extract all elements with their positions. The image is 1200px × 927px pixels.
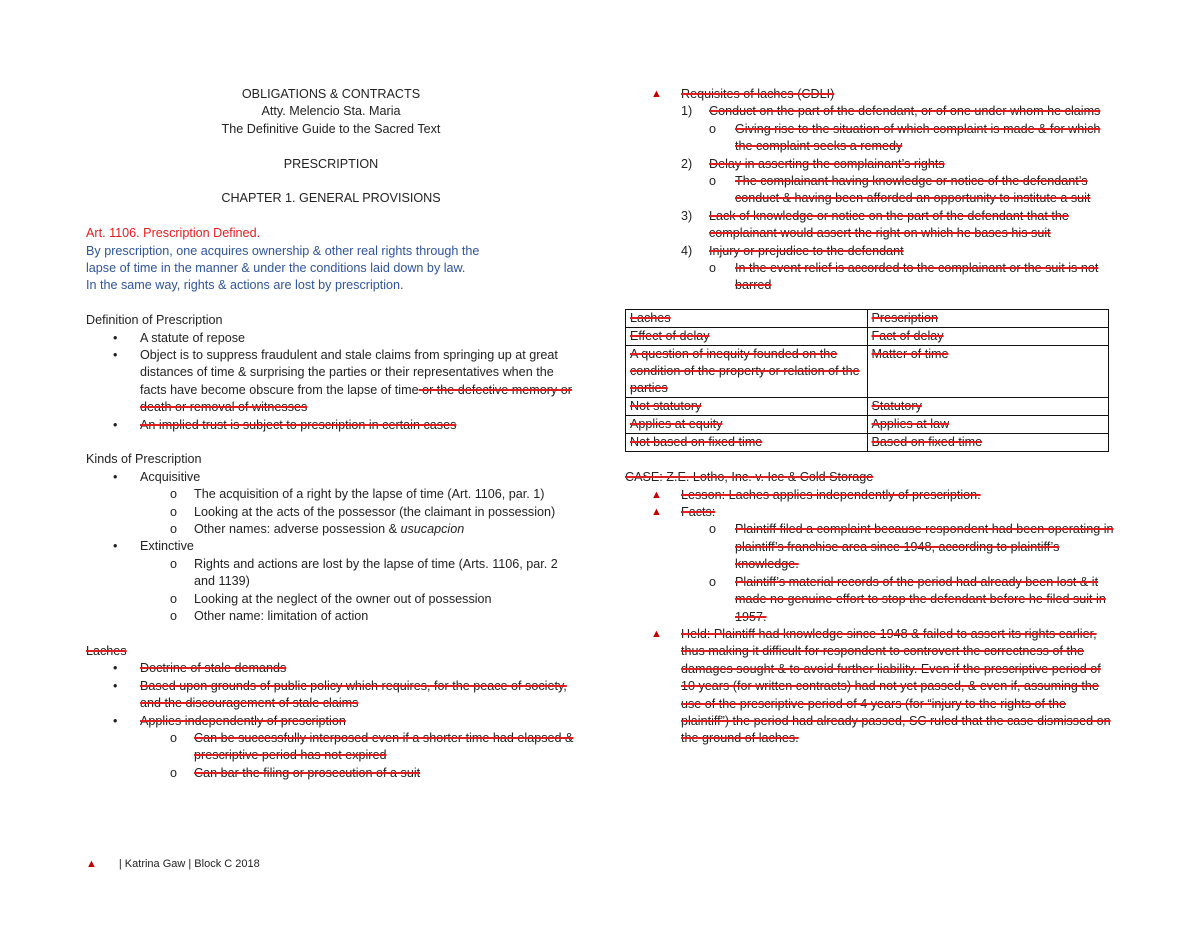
list-item: 4) Injury or prejudice to the defendant xyxy=(681,243,904,258)
bullet-icon: • xyxy=(113,330,118,345)
definition-list xyxy=(86,330,576,434)
triangle-bullet-icon: ▲ xyxy=(651,88,662,100)
list-item: • Extinctive xyxy=(86,538,576,555)
case-title: CASE: Z.E. Lotho, Inc. v. Ice & Cold Storage xyxy=(625,470,874,485)
kinds-heading: Kinds of Prescription xyxy=(86,452,202,467)
bullet-icon: • xyxy=(113,678,118,693)
bullet-icon: • xyxy=(113,348,118,363)
circle-bullet-icon: o xyxy=(170,730,178,745)
article-title: Art. 1106. Prescription Defined. xyxy=(86,226,261,241)
definition-heading: Definition of Prescription xyxy=(86,313,223,328)
list-item: • Object is to suppress fraudulent and stale claims from springing up at great distances of time & surprising the parties or their representatives when the facts have become obscure from the lapse of time or the defective memory or death or removal of witnesses xyxy=(113,348,572,415)
list-item: o Plaintiff filed a complaint because respondent had been operating in plaintiff’s franchise area since 1948, according to plaintiff’s knowledge. xyxy=(709,522,1114,572)
list-item: o Can bar the filing or prosecution of a suit xyxy=(86,765,576,782)
list-item: • An implied trust is subject to prescription in certain cases xyxy=(86,417,576,434)
circle-bullet-icon: o xyxy=(170,522,178,537)
circle-bullet-icon: o xyxy=(170,487,178,502)
course-title: OBLIGATIONS & CONTRACTS xyxy=(241,87,421,101)
list-item: o Looking at the neglect of the owner out of possession xyxy=(86,591,576,608)
list-item: o In the event relief is accorded to the complainant or the suit is not barred xyxy=(709,261,1099,293)
list-item: o Can be successfully interposed even if a shorter time had elapsed & prescriptive period has not expired xyxy=(170,730,574,763)
table-row: Applies at equity Applies at law xyxy=(626,415,1109,433)
list-item: ▲ Facts: xyxy=(625,504,1115,521)
table-row: Not statutory Statutory xyxy=(626,397,1109,415)
circle-bullet-icon: o xyxy=(709,121,717,136)
triangle-bullet-icon: ▲ xyxy=(651,506,662,519)
circle-bullet-icon: o xyxy=(170,765,178,780)
list-item: • Applies independently of prescription xyxy=(86,713,576,730)
laches-list xyxy=(86,660,576,782)
table-row: A question of inequity founded on the condition of the property or relation of the parties Matter of time xyxy=(626,345,1109,397)
list-item: 3) Lack of knowledge or notice on the part of the defendant that the complainant would assert the right on which he bases his suit xyxy=(681,208,1069,241)
list-item: o Plaintiff’s material records of the period had already been lost & it made no genuine effort to stop the defendant before he filed suit in 1957. xyxy=(709,574,1106,624)
triangle-bullet-icon: ▲ xyxy=(651,627,662,640)
left-column xyxy=(86,86,576,782)
circle-bullet-icon: o xyxy=(170,556,178,571)
list-item: 2) Delay in asserting the complainant’s rights xyxy=(681,156,945,171)
circle-bullet-icon: o xyxy=(709,261,717,276)
list-item: o Giving rise to the situation of which complaint is made & for which the complaint seeks a remedy xyxy=(709,121,1101,154)
list-item: o The acquisition of a right by the lapse of time (Art. 1106, par. 1) xyxy=(86,486,576,503)
list-item: o Looking at the acts of the possessor (the claimant in possession) xyxy=(86,504,576,521)
bullet-icon: • xyxy=(113,539,118,554)
page-footer: ▲ | Katrina Gaw | Block C 2018 xyxy=(86,858,260,870)
bullet-icon: • xyxy=(113,469,118,484)
circle-bullet-icon: o xyxy=(170,504,178,519)
book-title: The Definitive Guide to the Sacred Text xyxy=(221,121,441,136)
bullet-icon: • xyxy=(113,417,118,432)
table-row: Laches Prescription xyxy=(626,309,1109,327)
right-column xyxy=(625,86,1115,748)
bullet-icon: • xyxy=(113,661,118,676)
circle-bullet-icon: o xyxy=(170,609,178,624)
requisites-list xyxy=(625,86,1115,295)
doc-header xyxy=(86,86,576,208)
kinds-list xyxy=(86,469,576,626)
list-item: 1) Conduct on the part of the defendant, or of one under whom he claims xyxy=(681,104,1101,119)
author: Atty. Melencio Sta. Maria xyxy=(261,104,401,119)
list-item: o Rights and actions are lost by the lapse of time (Arts. 1106, par. 2 and 1139) xyxy=(170,556,558,589)
list-item: o Other name: limitation of action xyxy=(86,608,576,625)
table-row: Not based on fixed time Based on fixed time xyxy=(626,433,1109,451)
laches-heading: Laches xyxy=(86,643,127,658)
bullet-icon: • xyxy=(113,713,118,728)
triangle-logo-icon: ▲ xyxy=(86,858,97,870)
chapter-title: CHAPTER 1. GENERAL PROVISIONS xyxy=(221,191,441,206)
article-text: By prescription, one acquires ownership & other real rights through the lapse of time in the manner & under the conditions laid down by law. In the same way, rights & actions are lost by prescription. xyxy=(86,243,480,293)
comparison-table xyxy=(625,309,1109,452)
circle-bullet-icon: o xyxy=(709,574,717,589)
list-item: • Based upon grounds of public policy which requires, for the peace of society, and the discouragement of stale claims xyxy=(113,678,567,711)
list-item: • A statute of repose xyxy=(86,330,576,347)
circle-bullet-icon: o xyxy=(709,522,717,537)
list-item: o Other names: adverse possession & usucapcion xyxy=(86,521,576,538)
circle-bullet-icon: o xyxy=(170,591,178,606)
list-item: ▲ Lesson: Laches applies independently of prescription. xyxy=(625,487,1115,504)
circle-bullet-icon: o xyxy=(709,174,717,189)
list-item: • Doctrine of stale demands xyxy=(86,660,576,677)
table-row: Effect of delay Fact of delay xyxy=(626,327,1109,345)
list-item: • Acquisitive xyxy=(86,469,576,486)
list-item: o The complainant having knowledge or notice of the defendant’s conduct & having been afforded an opportunity to institute a suit xyxy=(709,174,1091,206)
list-item: ▲ Held: Plaintiff had knowledge since 1948 & failed to assert its rights earlier, thus making it difficult for respondent to controvert the correctness of the damages sought & to avoid further liability. Even if the prescriptive period of 10 years (for written contracts) had not yet passed, & even if, assuming the use of the prescriptive period of 4 years (for “injury to the rights of the plaintiff”) the period had already passed, SC ruled that the case dismissed on the ground of laches. xyxy=(651,626,1111,746)
list-item: ▲ Requisites of laches (CDLI) xyxy=(625,86,1115,103)
triangle-bullet-icon: ▲ xyxy=(651,488,662,501)
case-list xyxy=(625,487,1115,748)
section-title: PRESCRIPTION xyxy=(283,156,379,171)
